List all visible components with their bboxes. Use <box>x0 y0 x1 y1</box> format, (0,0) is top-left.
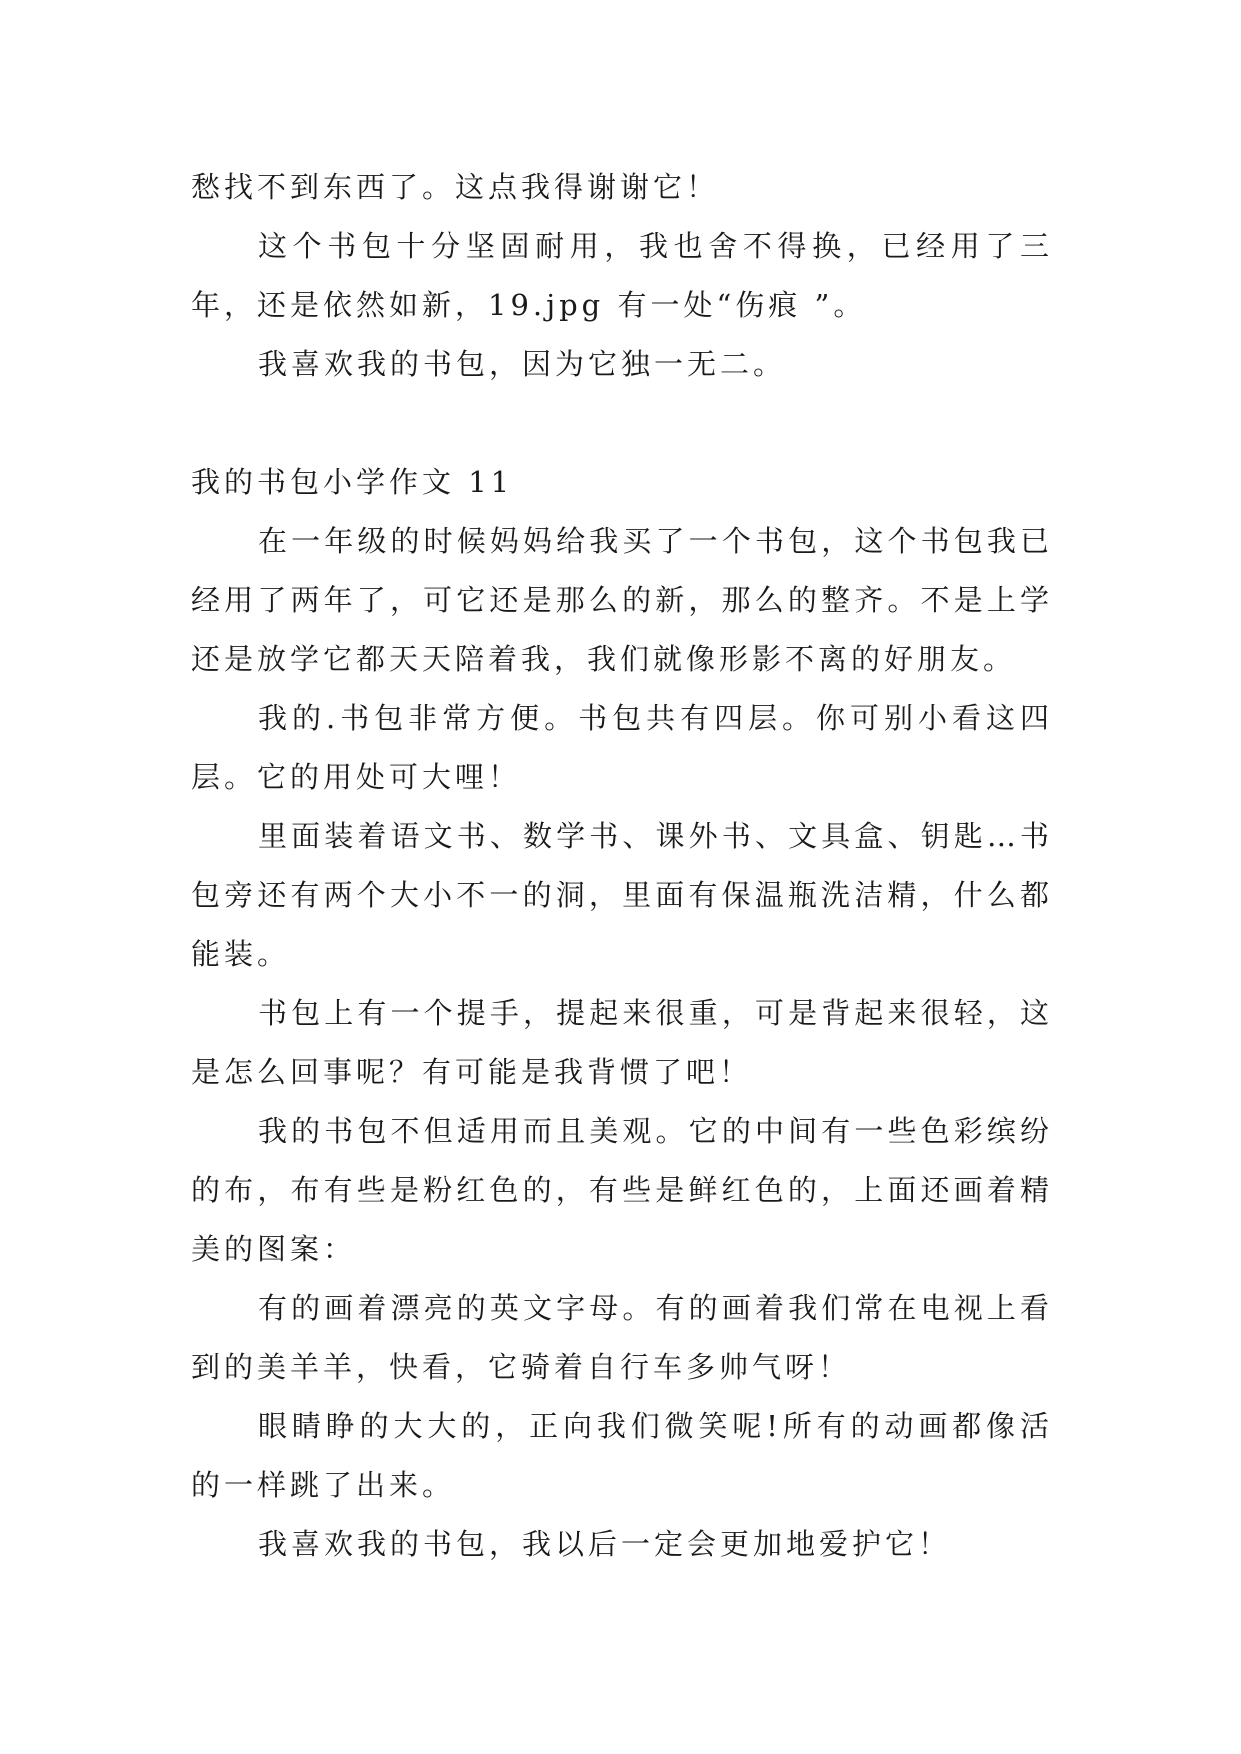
paragraph: 我喜欢我的书包，我以后一定会更加地爱护它！ <box>258 1527 952 1561</box>
paragraph: 书包上有一个提手，提起来很重，可是背起来很轻，这是怎么回事呢？有可能是我背惯了吧！ <box>191 996 1053 1089</box>
paragraph: 眼睛睁的大大的，正向我们微笑呢!所有的动画都像活的一样跳了出来。 <box>191 1409 1053 1502</box>
paragraph: 我的.书包非常方便。书包共有四层。你可别小看这四层。它的用处可大哩！ <box>191 701 1053 794</box>
paragraph: 在一年级的时候妈妈给我买了一个书包，这个书包我已经用了两年了，可它还是那么的新，那么的整齐。不是上学还是放学它都天天陪着我，我们就像形影不离的好朋友。 <box>191 524 1053 676</box>
document-body <box>191 158 1053 1574</box>
paragraph: 里面装着语文书、数学书、课外书、文具盒、钥匙…书包旁还有两个大小不一的洞，里面有保温瓶洗洁精，什么都能装。 <box>191 819 1053 971</box>
section-title: 我的书包小学作文 11 <box>191 465 514 499</box>
section-spacer <box>191 394 1053 453</box>
paragraph: 这个书包十分坚固耐用，我也舍不得换，已经用了三年，还是依然如新，19.jpg 有一处“伤痕 ”。 <box>191 229 1053 322</box>
paragraph: 有的画着漂亮的英文字母。有的画着我们常在电视上看到的美羊羊，快看，它骑着自行车多帅气呀！ <box>191 1291 1053 1384</box>
paragraph: 我喜欢我的书包，因为它独一无二。 <box>258 347 787 381</box>
paragraph: 我的书包不但适用而且美观。它的中间有一些色彩缤纷的布，布有些是粉红色的，有些是鲜红色的，上面还画着精美的图案： <box>191 1114 1053 1266</box>
paragraph-continuation: 愁找不到东西了。这点我得谢谢它！ <box>191 170 720 204</box>
